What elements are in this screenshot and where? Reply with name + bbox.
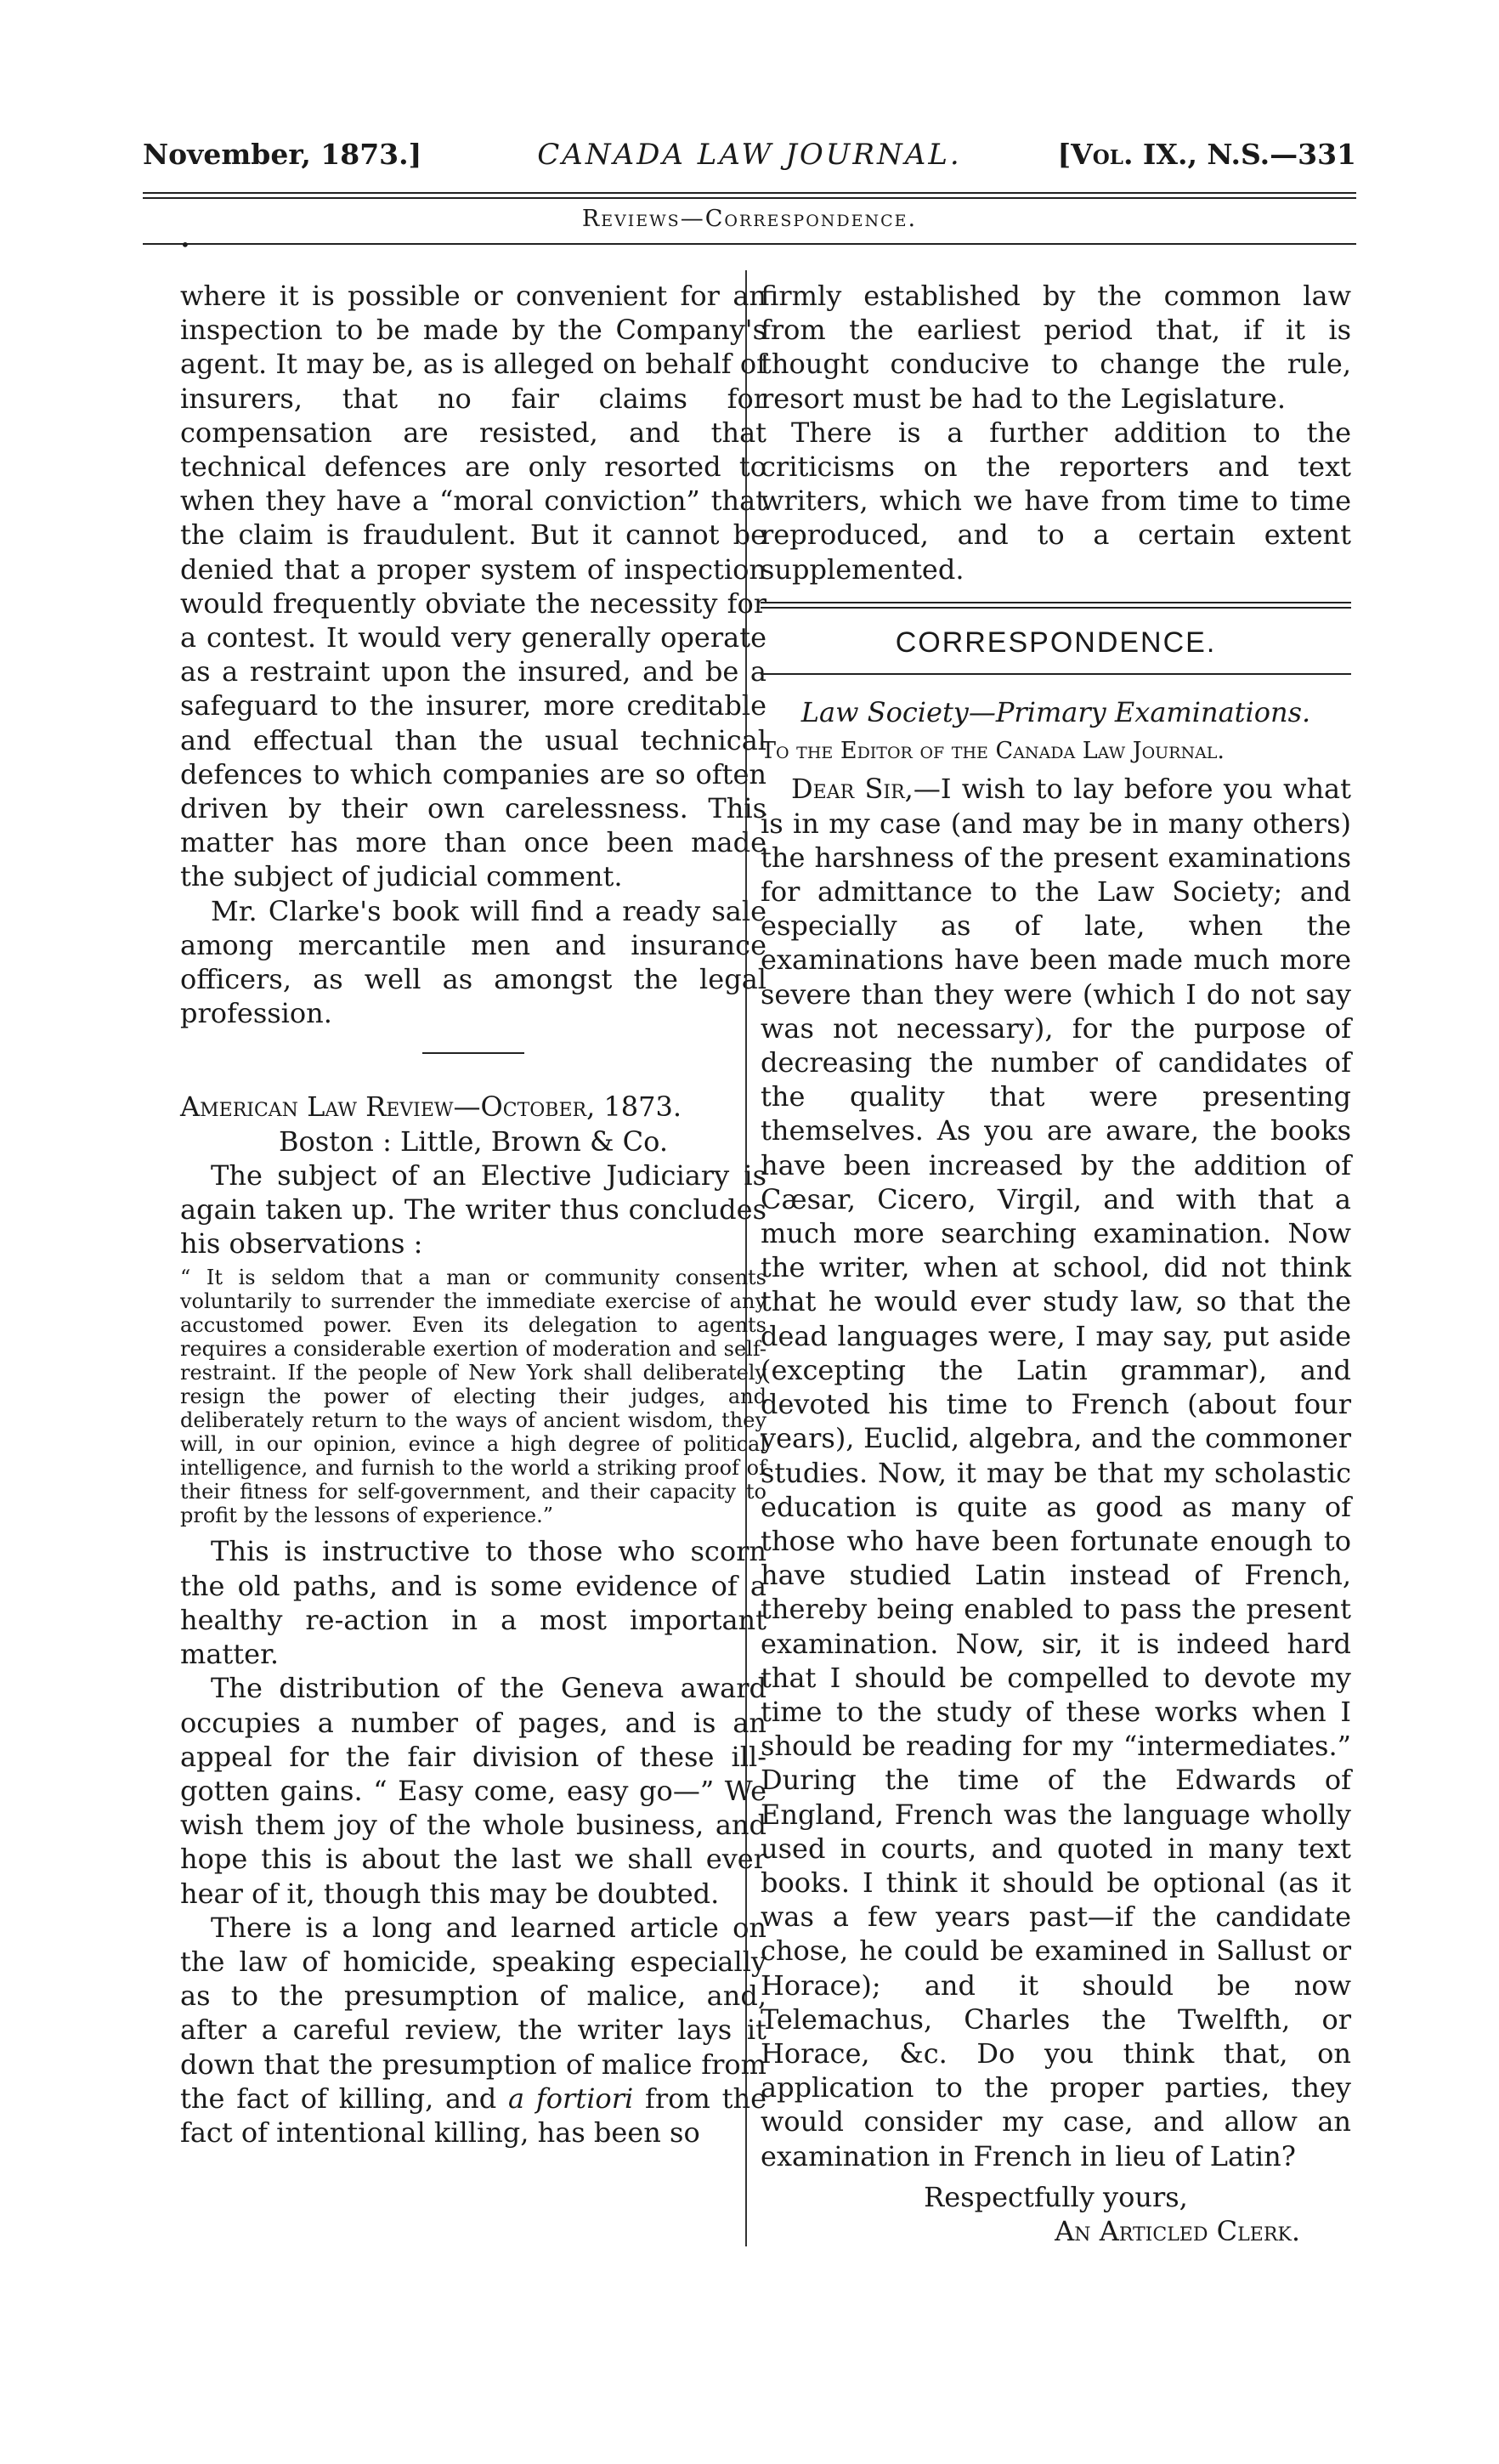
- right-paragraph-2: There is a further addition to the criticisms on the reporters and text writers, which we have from time to time reproduced, and to a certain extent supplemented.: [761, 416, 1351, 586]
- header-rule-top: [143, 192, 1356, 194]
- left-paragraph-3: The subject of an Elective Judiciary is again taken up. The writer thus concludes his observations :: [180, 1158, 766, 1260]
- letter-addressee: To the Editor of the Canada Law Journal.: [761, 738, 1225, 765]
- double-divider: [761, 602, 1351, 609]
- letter-text: —I wish to lay before you what is in my case (and may be in many others) the harshness of the present examinations for admittance to the Law Society; and especially as of late, when the examinations have been made much more severe than they were (which I do not say was not necessary), for the purpose of decreasing the number of candidates of the quality that were presenting themselves. As you are aware, the books have been increased by the addition of Cæsar, Cicero, Virgil, and with that a much more searching examination. Now the writer, when at school, did not think that he would ever study law, so that the dead languages were, I may say, put aside (excepting the Latin grammar), and devoted his time to French (about four years), Euclid, algebra, and the commoner studies. Now, it may be that my scholastic education is quite as good as many of those who have been fortunate enough to have studied Latin instead of French, thereby being enabled to pass the present examination. Now, sir, it is indeed hard that I should be compelled to devote my time to the study of these works when I should be reading for my “intermediates.” During the time of the Edwards of England, French was the language wholly used in courts, and quoted in many text books. I think it should be optional (as it was a few years past—if the candidate chose, he could be examined in Sallust or Horace); and it should be now Telemachus, Charles the Twelfth, or Horace, &c. Do you think that, on application to the proper parties, they would consider my case, and allow an examination in French in lieu of Latin?: [761, 773, 1351, 2172]
- header-volume-page: [Vol. IX., N.S.—331: [1057, 138, 1356, 171]
- bullet-mark: •: [180, 235, 190, 255]
- block-quote: “ It is seldom that a man or community consents voluntarily to surrender the immediate exercise of any accustomed power. Even its delegation to agents requires a considerable exertion of moderation and self-restraint. If the people of New York shall deliberately resign the power of electing their judges, and deliberately return to the ways of ancient wisdom, they will, in our opinion, evince a high degree of political intelligence, and furnish to the world a striking proof of their fitness for self-government, and their capacity to profit by the lessons of experience.”: [180, 1266, 766, 1528]
- running-header: [143, 138, 1356, 178]
- correspondence-rule: [761, 673, 1351, 675]
- para6-text-b: from the fact of intentional killing, has been so: [180, 2082, 767, 2149]
- header-date: November, 1873.]: [143, 138, 422, 171]
- left-paragraph-2: Mr. Clarke's book will find a ready sale among mercantile men and insurance officers, as well as amongst the legal profession.: [180, 894, 766, 1030]
- para6-italic: a fortiori: [508, 2082, 634, 2115]
- letter-closing: Respectfully yours,: [924, 2180, 1188, 2213]
- review-title: American Law Review—October, 1873.: [180, 1090, 682, 1124]
- letter-signature: An Articled Clerk.: [1055, 2214, 1300, 2247]
- left-paragraph-1: where it is possible or convenient for an inspection to be made by the Company's agent. It may be, as is alleged on behalf of insurers, that no fair claims for compensation are resisted, and that technical defences are only resorted to when they have a “moral conviction” that the claim is fraudulent. But it cannot be denied that a proper system of inspection would frequently obviate the necessity for a contest. It would very generally operate as a restraint upon the insured, and be a safeguard to the insurer, more creditable and effectual than the usual technical defences to which companies are so often driven by their own carelessness. This matter has more than once been made the subject of judicial comment.: [180, 280, 766, 893]
- letter-subtitle: Law Society—Primary Examinations.: [800, 696, 1311, 729]
- correspondence-title: CORRESPONDENCE.: [895, 626, 1217, 659]
- para6-text-a: There is a long and learned article on the law of homicide, speaking especially as to the presumption of malice, and, after a careful review, the writer lays it down that the presumption of malice from the fact of killing, and: [180, 1911, 766, 2115]
- right-column: [761, 279, 1351, 2248]
- left-column: [180, 279, 766, 2150]
- left-paragraph-5: The distribution of the Geneva award occupies a number of pages, and is an appeal for the fair division of these ill-gotten gains. “ Easy come, easy go—” We wish them joy of the whole business, and hope this is about the last we shall ever hear of it, though this may be doubted.: [180, 1672, 766, 1910]
- right-paragraph-1: firmly established by the common law from the earliest period that, if it is thought conducive to change the rule, resort must be had to the Legislature.: [761, 280, 1351, 415]
- header-rule-bottom: [143, 197, 1356, 199]
- short-divider: [422, 1052, 524, 1054]
- header-journal-title: CANADA LAW JOURNAL.: [537, 138, 962, 172]
- left-paragraph-6: [180, 1911, 766, 2150]
- section-heading: Reviews—Correspondence.: [581, 206, 918, 232]
- left-paragraph-4: This is instructive to those who scorn the old paths, and is some evidence of a healthy re-action in a most important matter.: [180, 1535, 766, 1671]
- letter-salutation: Dear Sir,: [791, 773, 914, 806]
- review-publisher: Boston : Little, Brown & Co.: [278, 1124, 669, 1158]
- section-rule: [143, 243, 1356, 245]
- letter-body: [761, 772, 1351, 2172]
